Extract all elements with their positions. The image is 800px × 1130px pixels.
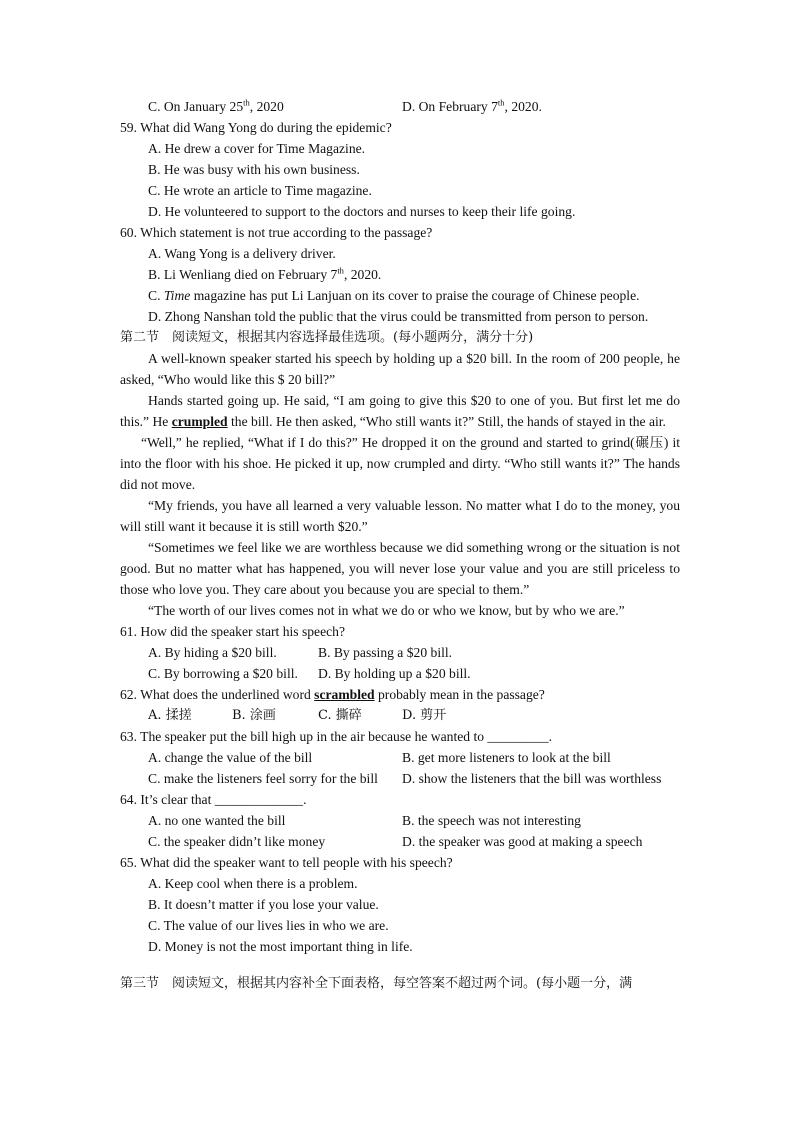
q62-option-a: A. 揉搓 xyxy=(148,708,192,723)
passage-paragraph-1: A well-known speaker started his speech by holding up a $20 bill. In the room of 200 people, he asked, “Who would like this $ 20 bill?” xyxy=(120,351,680,387)
q61-option-b: B. By passing a $20 bill. xyxy=(318,645,453,660)
q64-option-b: B. the speech was not interesting xyxy=(402,813,581,828)
q59-option-c: C. He wrote an article to Time magazine. xyxy=(148,183,372,198)
exam-page xyxy=(120,96,680,994)
q64-option-a: A. no one wanted the bill xyxy=(148,813,286,828)
q60-option-c: C. Time magazine has put Li Lanjuan on its cover to praise the courage of Chinese people. xyxy=(148,288,640,303)
q60-option-b: B. Li Wenliang died on February 7th, 2020. xyxy=(148,265,382,282)
passage-paragraph-3: “Well,” he replied, “What if I do this?” He dropped it on the ground and started to grind(碾压) it into the floor with his shoe. He picked it up, now crumpled and dirty. “Who still wants it?” The hands did not move. xyxy=(120,435,680,492)
q59-option-b: B. He was busy with his own business. xyxy=(148,162,360,177)
q65-option-d: D. Money is not the most important thing in life. xyxy=(148,939,413,954)
q61-options-ab xyxy=(120,642,680,663)
q62-stem: 62. What does the underlined word scrambled probably mean in the passage? xyxy=(120,687,545,702)
q60-stem: 60. Which statement is not true according to the passage? xyxy=(120,225,433,240)
q61-options-cd xyxy=(120,663,680,684)
q58-option-d: D. On February 7th, 2020. xyxy=(402,97,542,114)
q63-stem: 63. The speaker put the bill high up in the air because he wanted to _________. xyxy=(120,729,552,744)
q60-option-d: D. Zhong Nanshan told the public that the virus could be transmitted from person to person. xyxy=(148,309,649,324)
section3-heading: 第三节 阅读短文，根据其内容补全下面表格，每空答案不超过两个词。(每小题一分，满 xyxy=(120,976,633,991)
q59-option-d: D. He volunteered to support to the doctors and nurses to keep their life going. xyxy=(148,204,576,219)
q64-option-d: D. the speaker was good at making a speech xyxy=(402,834,643,849)
q59-option-a: A. He drew a cover for Time Magazine. xyxy=(148,141,366,156)
q61-option-d: D. By holding up a $20 bill. xyxy=(318,666,471,681)
q62-option-b: B. 涂画 xyxy=(232,708,276,723)
q62-options xyxy=(120,705,680,726)
section2-heading: 第二节 阅读短文，根据其内容选择最佳选项。(每小题两分，满分十分) xyxy=(120,330,534,345)
q63-option-d: D. show the listeners that the bill was worthless xyxy=(402,771,662,786)
q62-option-d: D. 剪开 xyxy=(402,708,447,723)
q63-options-ab xyxy=(120,747,680,768)
q61-stem: 61. How did the speaker start his speech? xyxy=(120,624,345,639)
q60-option-a: A. Wang Yong is a delivery driver. xyxy=(148,246,336,261)
q64-options-ab xyxy=(120,810,680,831)
q61-option-a: A. By hiding a $20 bill. xyxy=(148,645,277,660)
q65-option-c: C. The value of our lives lies in who we are. xyxy=(148,918,389,933)
q58-options-cd xyxy=(120,96,680,117)
q59-stem: 59. What did Wang Yong do during the epidemic? xyxy=(120,120,392,135)
q58-option-c: C. On January 25th, 2020 xyxy=(148,97,284,114)
q64-option-c: C. the speaker didn’t like money xyxy=(148,834,326,849)
q63-option-b: B. get more listeners to look at the bill xyxy=(402,750,611,765)
q63-option-a: A. change the value of the bill xyxy=(148,750,313,765)
q63-options-cd xyxy=(120,768,680,789)
q63-option-c: C. make the listeners feel sorry for the bill xyxy=(148,771,378,786)
q64-stem: 64. It’s clear that _____________. xyxy=(120,792,307,807)
q64-options-cd xyxy=(120,831,680,852)
underlined-word: crumpled xyxy=(171,414,228,429)
q61-option-c: C. By borrowing a $20 bill. xyxy=(148,666,298,681)
q62-underlined-word: scrambled xyxy=(314,687,375,702)
passage-paragraph-4: “My friends, you have all learned a very valuable lesson. No matter what I do to the money, you will still want it because it is still worth $20.” xyxy=(120,498,680,534)
passage-paragraph-6: “The worth of our lives comes not in what we do or who we know, but by who we are.” xyxy=(148,603,625,618)
passage-paragraph-5: “Sometimes we feel like we are worthless because we did something wrong or the situation is not good. But no matter what has happened, you will never lose your value and you are still priceless to those who love you. They care about you because you are special to them.” xyxy=(120,540,680,597)
q65-option-a: A. Keep cool when there is a problem. xyxy=(148,876,358,891)
q65-option-b: B. It doesn’t matter if you lose your value. xyxy=(148,897,379,912)
q62-option-c: C. 撕碎 xyxy=(318,708,362,723)
q65-stem: 65. What did the speaker want to tell people with his speech? xyxy=(120,855,453,870)
passage-paragraph-2: Hands started going up. He said, “I am going to give this $20 to one of you. But first let me do this.” He crumpled the bill. He then asked, “Who still wants it?” Still, the hands of stayed in the air. xyxy=(120,393,680,429)
